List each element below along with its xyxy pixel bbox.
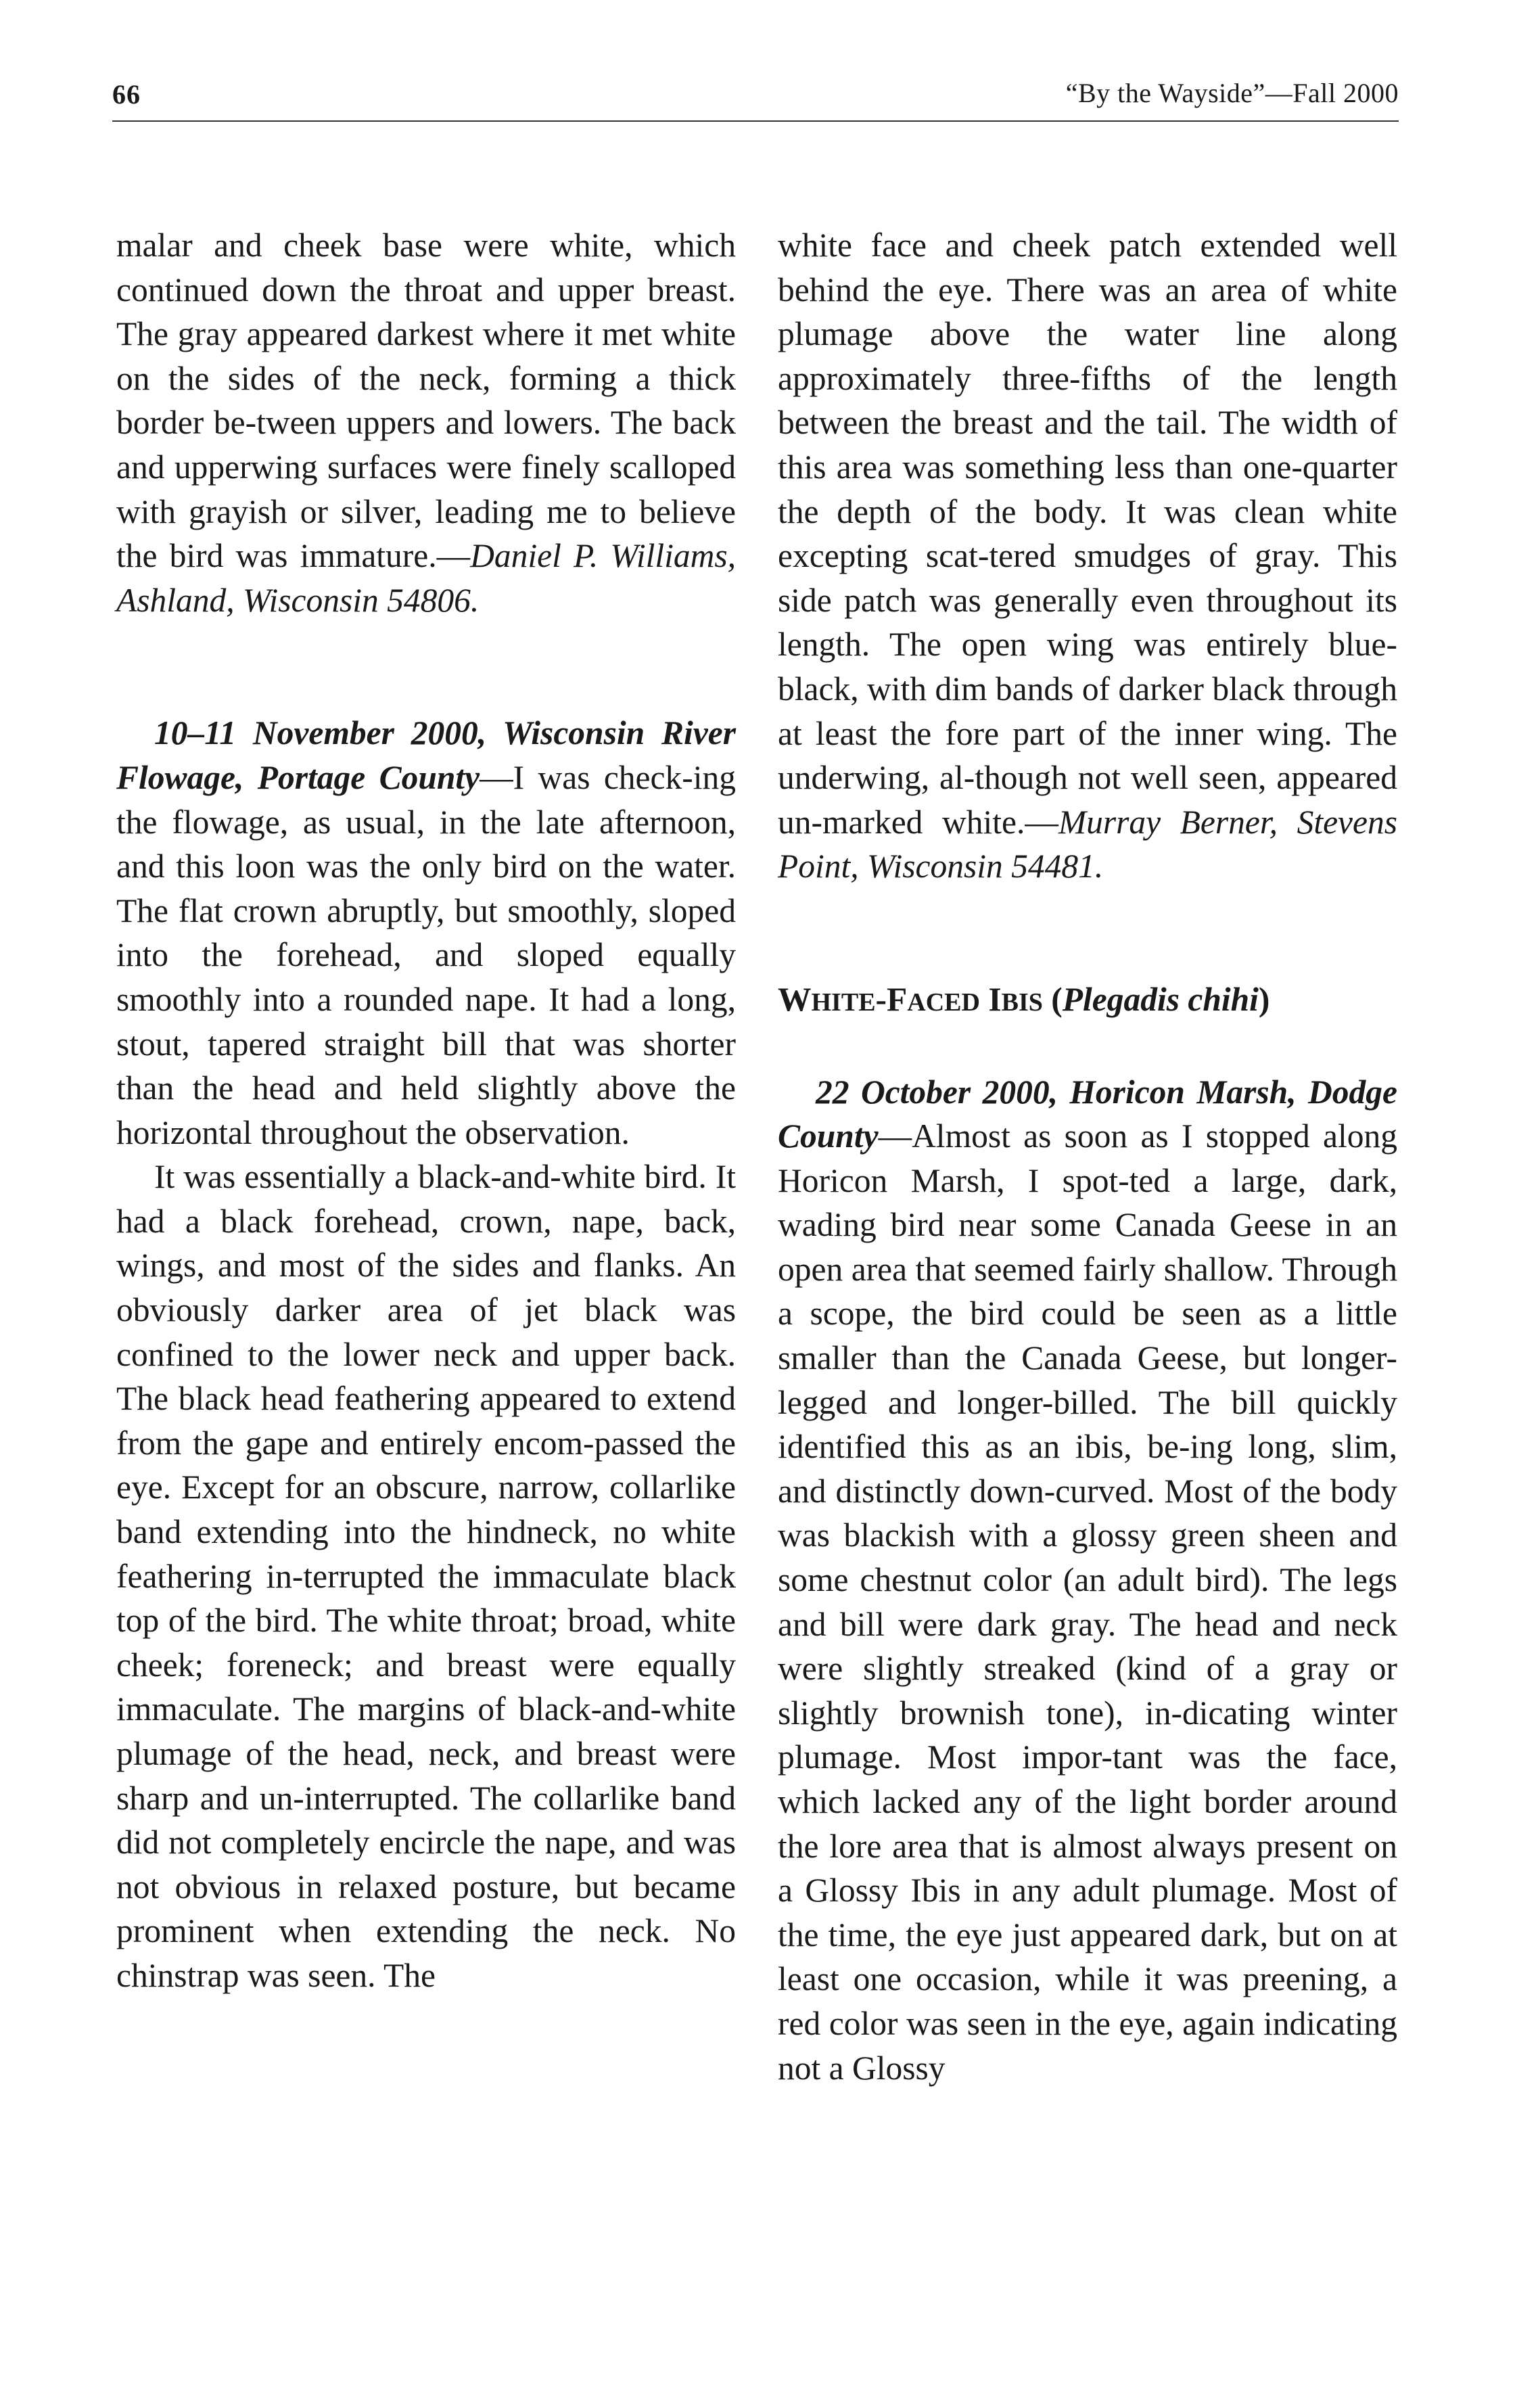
observer-signature: Daniel P. Williams, Ashland, Wisconsin 54806. bbox=[116, 537, 736, 619]
loon-report-paragraph bbox=[116, 711, 736, 1155]
species-heading: WHITE-FACED IBIS (Plegadis chihi) bbox=[778, 980, 1270, 1018]
paragraph-text: white face and cheek patch extended well behind the eye. There was an area of white plumage above the water line along approximately three-fifths of the length between the breast and the tail. The width of this area was something less than one-quarter the depth of the body. It was clean white excepting scat-tered smudges of gray. This side patch was generally even throughout its length. The open wing was entirely blue-black, with dim bands of darker black through at least the fore part of the inner wing. The underwing, al-though not well seen, appeared un-marked white.— bbox=[778, 227, 1397, 841]
ibis-report-paragraph bbox=[778, 1070, 1397, 2091]
loon-report-end-paragraph bbox=[116, 223, 736, 622]
heading-gap bbox=[778, 1025, 1397, 1070]
right-column bbox=[778, 223, 1397, 2090]
header-rule bbox=[112, 120, 1399, 122]
scientific-name: Plegadis chihi bbox=[1062, 980, 1259, 1018]
observer-signature: Murray Berner, Stevens Point, Wisconsin 54481. bbox=[778, 803, 1397, 885]
paragraph-text: —Almost as soon as I stopped along Horicon Marsh, I spot-ted a large, dark, wading bird near some Canada Geese in an open area that seemed fairly shallow. Through a scope, the bird could be seen as a little smaller than the Canada Geese, but longer-legged and longer-billed. The bill quickly identified this as an ibis, be-ing long, slim, and distinctly down-curved. Most of the body was blackish with a glossy green sheen and some chestnut color (an adult bird). The legs and bill were dark gray. The head and neck were slightly streaked (kind of a gray or slightly brownish tone), in-dicating winter plumage. Most impor-tant was the face, which lacked any of the light border around the lore area that is almost always present on a Glossy Ibis in any adult plumage. Most of the time, the eye just appeared dark, but on at least one occasion, while it was preening, a red color was seen in the eye, again indicating not a Glossy bbox=[778, 1117, 1397, 2087]
loon-description-continued-paragraph bbox=[778, 223, 1397, 889]
report-dateline: 10–11 November 2000, Wisconsin River Flowage, Portage County bbox=[116, 714, 736, 796]
page-number: 66 bbox=[112, 79, 141, 110]
report-dateline: 22 October 2000, Horicon Marsh, Dodge County bbox=[778, 1073, 1397, 1155]
loon-description-paragraph bbox=[116, 1155, 736, 1997]
paragraph-text: It was essentially a black-and-white bird. It had a black forehead, crown, nape, back, wings, and most of the sides and flanks. An obviously darker area of jet black was confined to the lower neck and upper back. The black head feathering appeared to extend from the gape and entirely encom-passed the eye. Except for an obscure, narrow, collarlike band extending into the hindneck, no white feathering in-terrupted the immaculate black top of the bird. The white throat; broad, white cheek; foreneck; and breast were equally immaculate. The margins of black-and-white plumage of the head, neck, and breast were sharp and un-interrupted. The collarlike band did not completely encircle the nape, and was not obvious in relaxed posture, but became prominent when extending the neck. No chinstrap was seen. The bbox=[116, 1158, 736, 1994]
paragraph-text: malar and cheek base were white, which continued down the throat and upper breast. The gray appeared darkest where it met white on the sides of the neck, forming a thick border be-tween uppers and lowers. The back and upperwing surfaces were finely scalloped with grayish or silver, leading me to believe the bird was immature.— bbox=[116, 227, 736, 575]
paragraph-text: —I was check-ing the flowage, as usual, in the late afternoon, and this loon was the only bird on the water. The flat crown abruptly, but smoothly, sloped into the forehead, and sloped equally smoothly into a rounded nape. It had a long, stout, tapered straight bill that was shorter than the head and held slightly above the horizontal throughout the observation. bbox=[116, 758, 736, 1151]
left-column bbox=[116, 223, 736, 1998]
paragraph-gap bbox=[778, 889, 1397, 977]
paragraph-gap bbox=[116, 622, 736, 711]
running-head: “By the Wayside”—Fall 2000 bbox=[1065, 78, 1399, 108]
